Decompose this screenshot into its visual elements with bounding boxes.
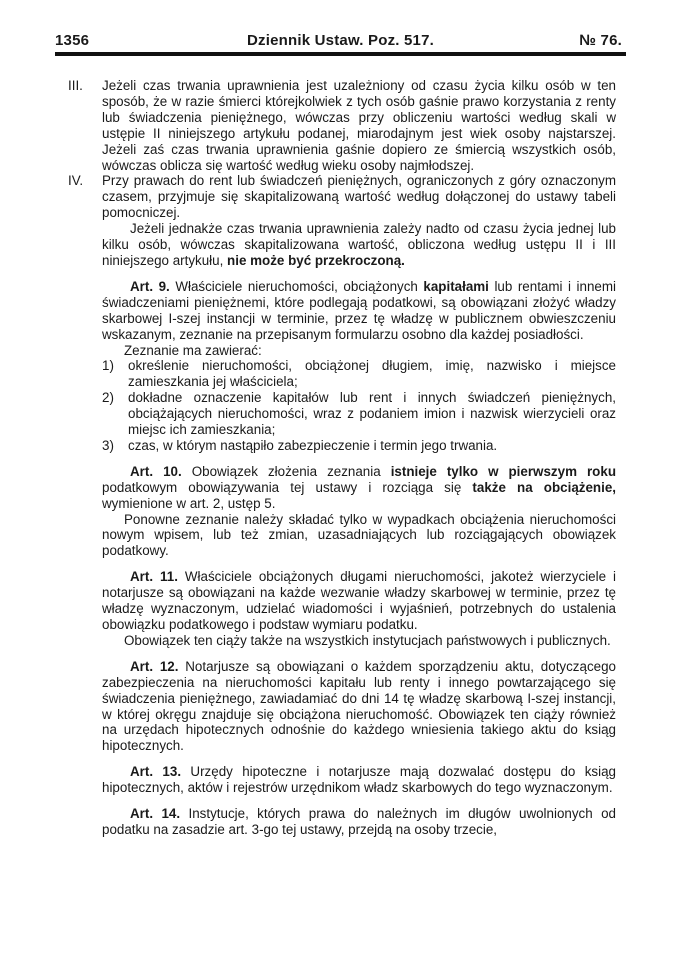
section-iii <box>68 78 616 173</box>
article-points <box>102 358 616 453</box>
article-label: Art. 11. <box>130 569 178 585</box>
list-item: 3) czas, w którym nastąpiło zabezpieczenie i termin jego trwania. <box>102 437 498 453</box>
section-label: IV. <box>68 173 84 189</box>
article-9: Art. 9. Właściciele nieruchomości, obciążonych kapitałami lub rentami i innemi świadczeniami pieniężnemi, które podlegają podatkowi, są obowiązani złożyć władzy skarbowej I-szej instancji w terminie, przez tę władzę w publicznem obwieszczeniu wskazanym, zeznanie na przepisanym formularzu osobno dla każdej posiadłości. Zeznanie ma zawierać: 1) określenie nieruchomości, obciążonej długiem, imię, nazwisko i miejsce zamieszkania jej właściciela; 2) dokładne oznaczenie kapitałów lub rent i innych świadczeń pieniężnych, obciążających nieruchomości, wraz z podaniem imion i nazwisk wierzycieli oraz miejsc ich zamieszkania; 3) czas, w którym nastąpiło zabezpieczenie i termin jego trwania. <box>102 278 616 453</box>
journal-title: Dziennik Ustaw. Poz. 517. <box>247 32 434 49</box>
article-14: Art. 14. Instytucje, których prawa do należnych im długów uwolnionych od podatku na zasadzie art. 3-go tej ustawy, przejdą na osoby trzecie, <box>102 806 616 837</box>
article-11: Art. 11. Właściciele obciążonych długami nieruchomości, jakoteż wierzyciele i notarjusze są obowiązani na każde wezwanie władzy skarbowej w terminie, przez tę władzę wyznaczonym, udzielać wiadomości i wyjaśnień, potrzebnych do ustalenia obowiązku podatkowego i podstaw wymiaru podatku. Obowiązek ten ciąży także na wszystkich instytucjach państwowych i publicznych. <box>102 569 616 648</box>
article-13: Art. 13. Urzędy hipoteczne i notarjusze mają dozwalać dostępu do ksiąg hipotecznych, aktów i rejestrów urzędnikom władz skarbowych do tego wyznaczonym. <box>102 764 616 796</box>
page-header <box>55 30 626 56</box>
page-number: 1356 <box>55 32 90 49</box>
article-label: Art. 10. <box>130 463 182 479</box>
section-text: Przy prawach do rent lub świadczeń pieniężnych, ograniczonych z góry oznaczonym czasem, przyjmuje się skapitalizowaną wartość według dołączonej do ustawy tabeli pomocniczej. <box>102 173 616 221</box>
section-iv <box>68 173 616 268</box>
article-label: Art. 9. <box>130 278 170 294</box>
article-paragraph: Ponowne zeznanie należy składać tylko w wypadkach obciążenia nieruchomości nowym wpisem, lub też zmian, uzasadniających lub rozciągających obowiązek podatkowy. <box>102 511 616 559</box>
article-10: Art. 10. Obowiązek złożenia zeznania istnieje tylko w pierwszym roku podatkowym obowiązywania tej ustawy i rozciąga się także na obciążenie, wymienione w art. 2, ustęp 5. Ponowne zeznanie należy składać tylko w wypadkach obciążenia nieruchomości nowym wpisem, lub też zmian, uzasadniających lub rozciągających obowiązek podatkowy. <box>102 463 616 559</box>
list-item: 2) dokładne oznaczenie kapitałów lub rent i innych świadczeń pieniężnych, obciążających nieruchomości, wraz z podaniem imion i nazwisk wierzycieli oraz miejsc ich zamieszkania; <box>102 390 616 438</box>
list-item: 1) określenie nieruchomości, obciążonej długiem, imię, nazwisko i miejsce zamieszkania jej właściciela; <box>102 358 616 390</box>
section-label: III. <box>68 78 83 93</box>
article-label: Art. 14. <box>130 806 181 822</box>
article-label: Art. 13. <box>130 764 182 780</box>
document-body <box>68 78 616 838</box>
section-continuation: Jeżeli jednakże czas trwania uprawnienia zależy nadto od czasu życia jednej lub kilku osób, wówczas skapitalizowana wartość, obliczona według ustępu II i III niniejszego artykułu, nie może być przekroczoną. <box>102 221 616 268</box>
issue-number: № 76. <box>579 32 622 49</box>
article-label: Art. 12. <box>130 658 179 674</box>
article-12: Art. 12. Notarjusze są obowiązani o każdem sporządzeniu aktu, dotyczącego zabezpieczenia na nieruchomości kapitału lub renty i innego powtarzającego się świadczenia pieniężnego, zawiadamiać do dni 14 tę władzę skarbową I-szej instancji, w której okręgu znajduje się obciążona nieruchomość. Obowiązek ten ciąży również na urzędach hipotecznych odnośnie do każdego wniesienia takiego aktu do ksiąg hipotecznych. <box>102 658 616 754</box>
article-paragraph: Obowiązek ten ciąży także na wszystkich instytucjach państwowych i publicznych. <box>124 632 611 648</box>
section-text: Jeżeli czas trwania uprawnienia jest uzależniony od czasu życia kilku osób w ten sposób, że w razie śmierci którejkolwiek z tych osób gaśnie prawo korzystania z renty lub świadczenia pieniężnego, wówczas przy obliczeniu wartości według skali w ustępie II niniejszego artykułu podanej, miarodajnym jest wiek osoby najstarszej. Jeżeli zaś czas trwania uprawnienia gaśnie dopiero ze śmiercią wszystkich osób, wówczas oblicza się wartość według wieku osoby najmłodszej. <box>102 78 616 173</box>
article-intro: Zeznanie ma zawierać: <box>124 342 262 358</box>
